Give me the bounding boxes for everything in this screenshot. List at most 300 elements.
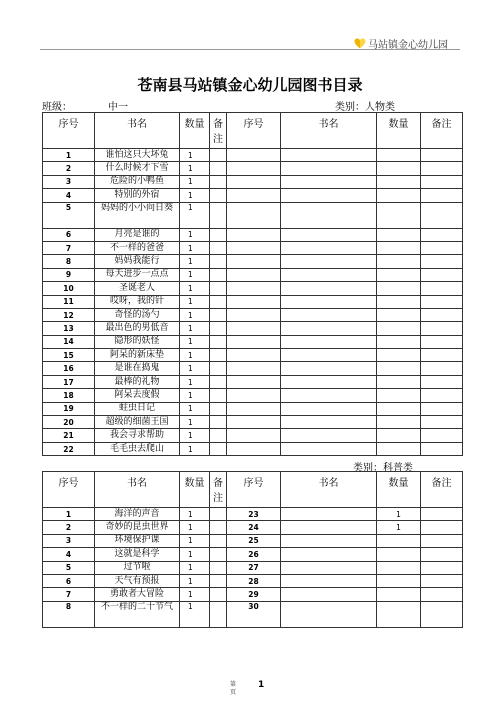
book-quantity: 1 xyxy=(180,175,210,188)
row-number: 13 xyxy=(43,322,95,335)
book-title: 特别的外宿 xyxy=(95,189,180,202)
book-note xyxy=(210,534,227,547)
book-note xyxy=(421,362,463,375)
book-quantity: 1 xyxy=(180,416,210,429)
table-row xyxy=(43,416,463,429)
row-number: 6 xyxy=(43,574,95,587)
book-note xyxy=(421,375,463,388)
row-number: 2 xyxy=(43,521,95,534)
book-note xyxy=(421,268,463,281)
row-number: 30 xyxy=(227,601,281,627)
book-note xyxy=(210,189,227,202)
book-note xyxy=(421,416,463,429)
book-quantity: 1 xyxy=(180,402,210,415)
book-note xyxy=(210,561,227,574)
book-note xyxy=(210,375,227,388)
class-value: 中一 xyxy=(108,102,128,113)
row-number: 7 xyxy=(43,588,95,601)
row-number xyxy=(227,241,281,254)
book-note xyxy=(210,228,227,241)
book-title xyxy=(281,149,377,162)
table-row xyxy=(43,162,463,175)
book-title: 阿呆去度假 xyxy=(95,389,180,402)
book-note xyxy=(210,362,227,375)
row-number: 5 xyxy=(43,202,95,228)
table-row xyxy=(43,255,463,268)
book-quantity: 1 xyxy=(180,429,210,442)
category-label-science: 类别：科普类 xyxy=(353,463,413,474)
book-note xyxy=(421,228,463,241)
book-note xyxy=(210,442,227,455)
book-note xyxy=(421,534,463,547)
book-quantity: 1 xyxy=(377,521,421,534)
book-title xyxy=(281,416,377,429)
column-header-name: 书名 xyxy=(281,113,377,149)
book-note xyxy=(421,175,463,188)
book-note xyxy=(210,241,227,254)
row-number: 3 xyxy=(43,534,95,547)
book-title: 隐形的妖怪 xyxy=(95,335,180,348)
book-quantity xyxy=(377,402,421,415)
book-quantity xyxy=(377,202,421,228)
book-note xyxy=(421,521,463,534)
book-quantity xyxy=(377,295,421,308)
column-header-note: 备注 xyxy=(210,113,227,149)
header-brand-text: 马站镇金心幼儿园 xyxy=(368,40,448,51)
category-label-people: 类别：人物类 xyxy=(335,102,395,113)
book-quantity: 1 xyxy=(180,241,210,254)
book-title xyxy=(281,362,377,375)
book-quantity xyxy=(377,241,421,254)
row-number: 14 xyxy=(43,335,95,348)
book-title: 危险的小鸭鱼 xyxy=(95,175,180,188)
book-quantity xyxy=(377,362,421,375)
book-quantity xyxy=(377,349,421,362)
book-quantity xyxy=(377,375,421,388)
row-number xyxy=(227,149,281,162)
row-number xyxy=(227,416,281,429)
book-quantity: 1 xyxy=(180,601,210,627)
row-number xyxy=(227,202,281,228)
table-row xyxy=(43,508,463,521)
table-row xyxy=(43,322,463,335)
book-quantity xyxy=(377,322,421,335)
table-row xyxy=(43,149,463,162)
book-quantity: 1 xyxy=(180,149,210,162)
book-note xyxy=(210,416,227,429)
footer-page-number: 1 xyxy=(258,680,265,690)
book-title: 妈妈我能行 xyxy=(95,255,180,268)
table-row xyxy=(43,282,463,295)
book-quantity xyxy=(377,308,421,321)
book-note xyxy=(421,255,463,268)
book-quantity: 1 xyxy=(180,308,210,321)
column-header-qty: 数量 xyxy=(377,113,421,149)
row-number: 17 xyxy=(43,375,95,388)
row-number: 5 xyxy=(43,561,95,574)
book-title xyxy=(281,429,377,442)
table-row xyxy=(43,228,463,241)
row-number xyxy=(227,308,281,321)
column-header-note: 备注 xyxy=(210,472,227,508)
book-title xyxy=(281,561,377,574)
column-header-note: 备注 xyxy=(421,113,463,149)
book-quantity xyxy=(377,162,421,175)
book-quantity: 1 xyxy=(180,574,210,587)
book-title: 妈妈的小小向日葵 xyxy=(95,202,180,228)
book-note xyxy=(421,335,463,348)
row-number xyxy=(227,429,281,442)
table-row xyxy=(43,268,463,281)
book-quantity: 1 xyxy=(180,349,210,362)
book-title xyxy=(281,295,377,308)
book-title: 蛀虫日记 xyxy=(95,402,180,415)
table-row xyxy=(43,335,463,348)
book-title xyxy=(281,268,377,281)
book-quantity: 1 xyxy=(180,162,210,175)
table-row xyxy=(43,175,463,188)
book-quantity xyxy=(377,228,421,241)
table-row xyxy=(43,295,463,308)
book-title: 勇敢者大冒险 xyxy=(95,588,180,601)
book-title xyxy=(281,574,377,587)
book-quantity: 1 xyxy=(180,268,210,281)
book-note xyxy=(210,402,227,415)
book-note xyxy=(421,442,463,455)
book-title xyxy=(281,508,377,521)
book-note xyxy=(210,202,227,228)
book-note xyxy=(421,241,463,254)
row-number: 4 xyxy=(43,189,95,202)
row-number: 23 xyxy=(227,508,281,521)
book-note xyxy=(210,149,227,162)
header-brand xyxy=(354,36,448,51)
row-number: 2 xyxy=(43,162,95,175)
book-title xyxy=(281,162,377,175)
book-title: 阿呆的新床垫 xyxy=(95,349,180,362)
row-number xyxy=(227,362,281,375)
book-title xyxy=(281,175,377,188)
book-note xyxy=(421,508,463,521)
row-number xyxy=(227,375,281,388)
book-title: 最棒的礼物 xyxy=(95,375,180,388)
book-note xyxy=(210,521,227,534)
row-number xyxy=(227,175,281,188)
book-note xyxy=(421,149,463,162)
row-number: 7 xyxy=(43,241,95,254)
row-number: 4 xyxy=(43,548,95,561)
book-quantity xyxy=(377,429,421,442)
row-number: 29 xyxy=(227,588,281,601)
book-note xyxy=(210,295,227,308)
book-table-people xyxy=(42,112,463,456)
book-note xyxy=(421,282,463,295)
row-number: 8 xyxy=(43,601,95,627)
row-number: 21 xyxy=(43,429,95,442)
book-title xyxy=(281,521,377,534)
book-title xyxy=(281,282,377,295)
book-title: 不一样的二十节气 xyxy=(95,601,180,627)
column-header-note: 备注 xyxy=(421,472,463,508)
book-note xyxy=(421,189,463,202)
book-note xyxy=(421,402,463,415)
book-note xyxy=(210,268,227,281)
table-row xyxy=(43,561,463,574)
row-number xyxy=(227,442,281,455)
book-note xyxy=(210,282,227,295)
column-header-qty: 数量 xyxy=(377,472,421,508)
book-title: 什么时候才下雪 xyxy=(95,162,180,175)
book-title: 毛毛虫去爬山 xyxy=(95,442,180,455)
book-quantity: 1 xyxy=(180,335,210,348)
book-quantity: 1 xyxy=(377,508,421,521)
table-row xyxy=(43,601,463,627)
book-title xyxy=(281,189,377,202)
column-header-no: 序号 xyxy=(43,472,95,508)
book-quantity: 1 xyxy=(180,189,210,202)
book-quantity: 1 xyxy=(180,255,210,268)
book-quantity xyxy=(377,561,421,574)
book-title: 我会寻求帮助 xyxy=(95,429,180,442)
table-row xyxy=(43,521,463,534)
table-row xyxy=(43,588,463,601)
book-title xyxy=(281,534,377,547)
book-note xyxy=(210,335,227,348)
book-note xyxy=(210,588,227,601)
book-note xyxy=(210,574,227,587)
book-quantity: 1 xyxy=(180,295,210,308)
book-note xyxy=(210,429,227,442)
row-number: 24 xyxy=(227,521,281,534)
table-header-row xyxy=(43,113,463,149)
table-row xyxy=(43,534,463,547)
heart-logo-icon xyxy=(354,38,366,49)
row-number: 11 xyxy=(43,295,95,308)
column-header-qty: 数量 xyxy=(180,472,210,508)
book-quantity: 1 xyxy=(180,362,210,375)
book-note xyxy=(421,322,463,335)
table-row xyxy=(43,375,463,388)
book-note xyxy=(210,508,227,521)
book-title: 圣诞老人 xyxy=(95,282,180,295)
row-number xyxy=(227,228,281,241)
book-table-science xyxy=(42,471,463,628)
column-header-name: 书名 xyxy=(281,472,377,508)
table-row xyxy=(43,429,463,442)
book-note xyxy=(421,588,463,601)
row-number: 28 xyxy=(227,574,281,587)
book-title xyxy=(281,202,377,228)
book-title: 哎呀，我的针 xyxy=(95,295,180,308)
row-number xyxy=(227,162,281,175)
row-number: 8 xyxy=(43,255,95,268)
table-row xyxy=(43,442,463,455)
book-quantity xyxy=(377,268,421,281)
book-quantity: 1 xyxy=(180,508,210,521)
book-title: 超级的细菌王国 xyxy=(95,416,180,429)
book-title: 是谁在捣鬼 xyxy=(95,362,180,375)
row-number: 25 xyxy=(227,534,281,547)
book-title xyxy=(281,375,377,388)
table-row xyxy=(43,241,463,254)
book-note xyxy=(210,349,227,362)
book-title: 奇怪的汤勺 xyxy=(95,308,180,321)
table-row xyxy=(43,389,463,402)
row-number: 16 xyxy=(43,362,95,375)
book-title: 这就是科学 xyxy=(95,548,180,561)
row-number xyxy=(227,282,281,295)
book-title: 月亮是谁的 xyxy=(95,228,180,241)
row-number: 20 xyxy=(43,416,95,429)
table-row xyxy=(43,202,463,228)
page-title: 苍南县马站镇金心幼儿园图书目录 xyxy=(137,76,363,94)
row-number: 27 xyxy=(227,561,281,574)
book-quantity: 1 xyxy=(180,389,210,402)
book-quantity xyxy=(377,442,421,455)
row-number: 22 xyxy=(43,442,95,455)
book-note xyxy=(210,322,227,335)
book-note xyxy=(421,574,463,587)
book-title xyxy=(281,402,377,415)
book-quantity: 1 xyxy=(180,588,210,601)
row-number: 1 xyxy=(43,508,95,521)
column-header-name: 书名 xyxy=(95,113,180,149)
book-note xyxy=(421,429,463,442)
book-note xyxy=(210,175,227,188)
book-title xyxy=(281,255,377,268)
book-title: 环境保护课 xyxy=(95,534,180,547)
column-header-no: 序号 xyxy=(227,472,281,508)
book-title: 谁怕这只大坏兔 xyxy=(95,149,180,162)
book-note xyxy=(210,548,227,561)
book-note xyxy=(421,295,463,308)
table-header-row xyxy=(43,472,463,508)
book-quantity: 1 xyxy=(180,375,210,388)
book-quantity: 1 xyxy=(180,548,210,561)
row-number: 10 xyxy=(43,282,95,295)
book-note xyxy=(421,601,463,627)
column-header-no: 序号 xyxy=(43,113,95,149)
row-number: 12 xyxy=(43,308,95,321)
book-title: 最出色的男低音 xyxy=(95,322,180,335)
book-title xyxy=(281,442,377,455)
row-number: 3 xyxy=(43,175,95,188)
book-quantity xyxy=(377,282,421,295)
book-quantity: 1 xyxy=(180,521,210,534)
row-number: 1 xyxy=(43,149,95,162)
book-quantity xyxy=(377,588,421,601)
book-note xyxy=(210,162,227,175)
book-quantity: 1 xyxy=(180,228,210,241)
class-label: 班级： xyxy=(42,102,72,113)
column-header-qty: 数量 xyxy=(180,113,210,149)
row-number xyxy=(227,322,281,335)
book-quantity xyxy=(377,389,421,402)
book-quantity: 1 xyxy=(180,282,210,295)
row-number xyxy=(227,349,281,362)
book-note xyxy=(421,389,463,402)
book-quantity xyxy=(377,416,421,429)
table-row xyxy=(43,402,463,415)
book-quantity: 1 xyxy=(180,202,210,228)
book-quantity xyxy=(377,149,421,162)
table-row xyxy=(43,349,463,362)
row-number xyxy=(227,189,281,202)
book-quantity xyxy=(377,534,421,547)
book-title xyxy=(281,601,377,627)
book-title: 过节啦 xyxy=(95,561,180,574)
book-quantity xyxy=(377,574,421,587)
book-title xyxy=(281,241,377,254)
row-number xyxy=(227,295,281,308)
row-number: 26 xyxy=(227,548,281,561)
table-row xyxy=(43,189,463,202)
book-quantity: 1 xyxy=(180,561,210,574)
book-note xyxy=(421,202,463,228)
book-quantity: 1 xyxy=(180,322,210,335)
book-quantity: 1 xyxy=(180,534,210,547)
book-title: 奇妙的昆虫世界 xyxy=(95,521,180,534)
book-note xyxy=(210,389,227,402)
book-quantity xyxy=(377,601,421,627)
book-note xyxy=(421,349,463,362)
book-note xyxy=(210,255,227,268)
book-note xyxy=(421,548,463,561)
book-quantity xyxy=(377,255,421,268)
book-title xyxy=(281,588,377,601)
book-title xyxy=(281,389,377,402)
row-number xyxy=(227,335,281,348)
book-title: 每天进步一点点 xyxy=(95,268,180,281)
table-row xyxy=(43,308,463,321)
column-header-no: 序号 xyxy=(227,113,281,149)
book-title: 海洋的声音 xyxy=(95,508,180,521)
row-number: 18 xyxy=(43,389,95,402)
book-note xyxy=(421,162,463,175)
row-number xyxy=(227,402,281,415)
book-quantity xyxy=(377,189,421,202)
table-row xyxy=(43,362,463,375)
book-title: 不一样的爸爸 xyxy=(95,241,180,254)
book-quantity: 1 xyxy=(180,442,210,455)
row-number: 15 xyxy=(43,349,95,362)
book-title: 天气有预报 xyxy=(95,574,180,587)
book-title xyxy=(281,548,377,561)
page-header xyxy=(40,30,460,50)
row-number: 9 xyxy=(43,268,95,281)
footer-page-label: 第 页 xyxy=(230,681,237,696)
row-number: 6 xyxy=(43,228,95,241)
book-note xyxy=(210,601,227,627)
book-quantity xyxy=(377,548,421,561)
book-quantity xyxy=(377,175,421,188)
table-row xyxy=(43,548,463,561)
book-title xyxy=(281,322,377,335)
book-title xyxy=(281,308,377,321)
book-title xyxy=(281,335,377,348)
book-note xyxy=(210,308,227,321)
book-note xyxy=(421,308,463,321)
row-number: 19 xyxy=(43,402,95,415)
table-row xyxy=(43,574,463,587)
column-header-name: 书名 xyxy=(95,472,180,508)
book-note xyxy=(421,561,463,574)
book-title xyxy=(281,349,377,362)
book-title xyxy=(281,228,377,241)
row-number xyxy=(227,389,281,402)
book-quantity xyxy=(377,335,421,348)
row-number xyxy=(227,268,281,281)
